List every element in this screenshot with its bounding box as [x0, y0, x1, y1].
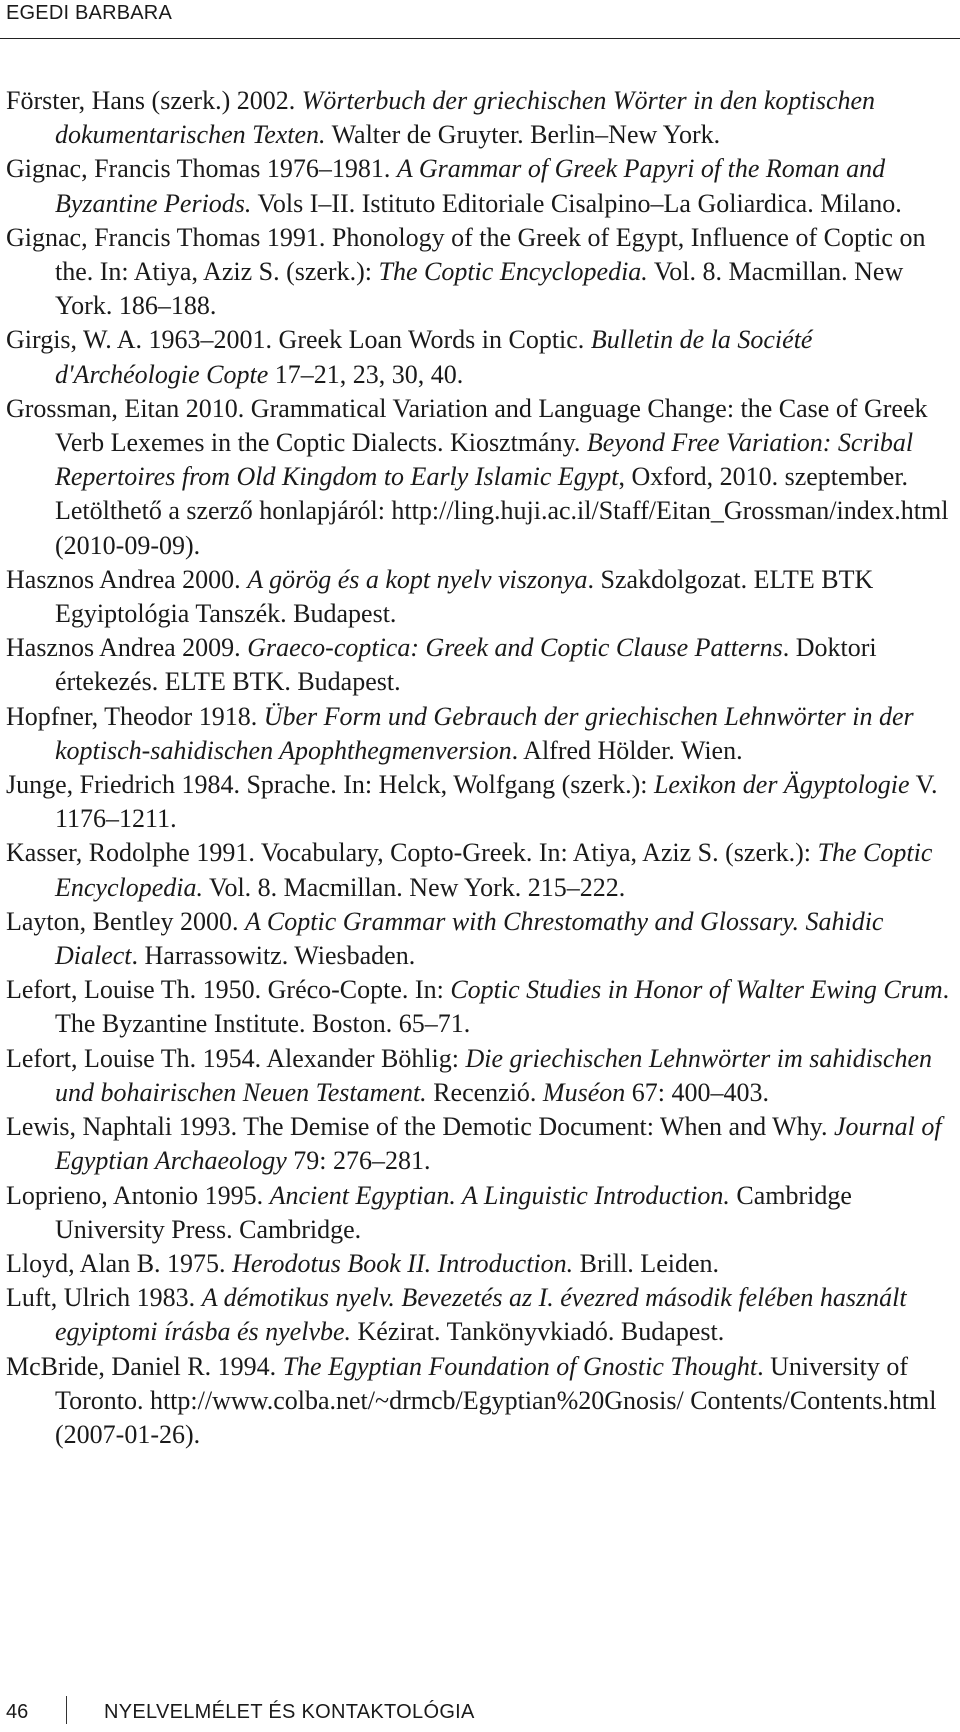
page-footer [0, 1696, 960, 1726]
reference-text: Hopfner, Theodor 1918. [6, 701, 264, 731]
reference-entry [6, 836, 956, 904]
reference-text: . Doktori értekezés. ELTE BTK. Budapest. [55, 633, 877, 697]
reference-text: Gignac, Francis Thomas 1976–1981. [6, 154, 397, 184]
reference-title-italic: A Grammar of Greek Papyri of the Roman and Byzantine Periods. [55, 154, 886, 218]
reference-text: Lloyd, Alan B. 1975. [6, 1248, 233, 1278]
reference-entry [6, 392, 956, 563]
reference-title-italic: Lexikon der Ägyptologie [653, 770, 910, 800]
reference-entry [6, 152, 956, 220]
reference-text: Kasser, Rodolphe 1991. Vocabulary, Copto-Greek. In: Atiya, Aziz S. (szerk.): [6, 838, 818, 868]
reference-title-italic: A görög és a kopt nyelv viszonya [247, 564, 588, 594]
running-head: EGEDI BARBARA [6, 2, 172, 24]
footer-separator [66, 1696, 67, 1724]
reference-title-italic: Muséon [542, 1077, 626, 1107]
reference-entry [6, 84, 956, 152]
reference-text: . The Byzantine Institute. Boston. 65–71. [55, 975, 950, 1039]
reference-title-italic: Beyond Free Variation: Scribal Repertoires from Old Kingdom to Early Islamic Egypt [55, 428, 914, 492]
reference-text: . Szakdolgozat. ELTE BTK Egyiptológia Tanszék. Budapest. [55, 564, 874, 629]
reference-title-italic: A Coptic Grammar with Chrestomathy and Glossary. Sahidic Dialect [55, 906, 884, 971]
reference-title-italic: A démotikus nyelv. Bevezetés az I. évezred második felében használt egyiptomi írásba és nyelvbe. [55, 1283, 907, 1347]
reference-title-italic: The Coptic Encyclopedia. [378, 257, 648, 287]
reference-text: Cambridge University Press. Cambridge. [55, 1180, 852, 1244]
reference-entry [6, 1179, 956, 1247]
reference-entry [6, 1247, 956, 1281]
reference-entry [6, 1042, 956, 1110]
reference-text: . University of Toronto. http://www.colba.net/~drmcb/Egyptian%20Gnosis/ Contents/Contents.html (2007-01-26). [55, 1351, 937, 1449]
reference-text: Vol. 8. Macmillan. New York. 186–188. [55, 257, 904, 321]
reference-entry [6, 700, 956, 768]
reference-title-italic: The Egyptian Foundation of Gnostic Thought [282, 1351, 758, 1381]
reference-text: McBride, Daniel R. 1994. [6, 1351, 283, 1381]
reference-entry [6, 221, 956, 324]
reference-text: Junge, Friedrich 1984. Sprache. In: Helck, Wolfgang (szerk.): [6, 770, 654, 800]
reference-entry [6, 1350, 956, 1453]
reference-text: Lewis, Naphtali 1993. The Demise of the Demotic Document: When and Why. [6, 1112, 834, 1142]
reference-text: 79: 276–281. [286, 1146, 431, 1176]
footer-running-title: NYELVELMÉLET ÉS KONTAKTOLÓGIA [104, 1701, 475, 1723]
reference-text: Grossman, Eitan 2010. Grammatical Variation and Language Change: the Case of Greek Verb Lexemes in the Coptic Dialects. Kiosztmány. [6, 393, 928, 458]
reference-text: Förster, Hans (szerk.) 2002. [6, 86, 302, 115]
reference-text: , Oxford, 2010. szeptember. Letölthető a szerző honlapjáról: http://ling.huji.ac.il/Staff/Eitan_Grossman/index.html (2010-09-09). [55, 462, 949, 560]
reference-text: 67: 400–403. [625, 1077, 769, 1107]
reference-text: Layton, Bentley 2000. [6, 906, 246, 936]
reference-title-italic: Ancient Egyptian. A Linguistic Introduction. [269, 1180, 730, 1210]
reference-title-italic: Bulletin de la Société d'Archéologie Copte [55, 325, 813, 389]
reference-title-italic: Coptic Studies in Honor of Walter Ewing Crum [450, 975, 943, 1005]
reference-text: . Harrassowitz. Wiesbaden. [131, 941, 416, 971]
reference-text: Girgis, W. A. 1963–2001. Greek Loan Words in Coptic. [6, 325, 591, 355]
reference-title-italic: Graeco-coptica: Greek and Coptic Clause Patterns [247, 633, 783, 663]
reference-text: Hasznos Andrea 2009. [6, 633, 248, 663]
reference-text: . Alfred Hölder. Wien. [511, 735, 743, 765]
reference-entry [6, 973, 956, 1041]
reference-text: Vols I–II. Istituto Editoriale Cisalpino–La Goliardica. Milano. [251, 188, 902, 218]
reference-entry [6, 563, 956, 631]
reference-title-italic: Journal of Egyptian Archaeology [55, 1112, 942, 1176]
reference-entry [6, 1110, 956, 1178]
reference-title-italic: Wörterbuch der griechischen Wörter in den koptischen dokumentarischen Texten. [55, 86, 876, 150]
reference-text: Walter de Gruyter. Berlin–New York. [325, 120, 721, 150]
reference-entry [6, 768, 956, 836]
page-number: 46 [6, 1701, 29, 1723]
reference-text: Luft, Ulrich 1983. [6, 1283, 202, 1313]
reference-entry [6, 905, 956, 973]
reference-title-italic: The Coptic Encyclopedia. [55, 838, 933, 902]
reference-list [6, 84, 956, 1452]
reference-text: Recenzió. [426, 1077, 543, 1107]
reference-entry [6, 323, 956, 391]
reference-text: Loprieno, Antonio 1995. [6, 1180, 270, 1210]
reference-text: Lefort, Louise Th. 1954. Alexander Böhlig: [6, 1043, 466, 1073]
reference-title-italic: Herodotus Book II. Introduction. [232, 1248, 574, 1278]
reference-text: Brill. Leiden. [573, 1248, 719, 1278]
reference-entry [6, 631, 956, 699]
header-rule [0, 38, 960, 39]
reference-text: Hasznos Andrea 2000. [6, 564, 248, 594]
reference-text: Gignac, Francis Thomas 1991. Phonology of the Greek of Egypt, Influence of Coptic on the. In: Atiya, Aziz S. (szerk.): [6, 222, 926, 287]
reference-text: Lefort, Louise Th. 1950. Gréco-Copte. In: [6, 975, 451, 1005]
reference-title-italic: Die griechischen Lehnwörter im sahidischen und bohairischen Neuen Testament. [55, 1043, 932, 1107]
reference-entry [6, 1281, 956, 1349]
reference-text: 17–21, 23, 30, 40. [268, 359, 464, 389]
reference-text: Kézirat. Tankönyvkiadó. Budapest. [351, 1317, 725, 1347]
reference-text: Vol. 8. Macmillan. New York. 215–222. [203, 872, 626, 902]
reference-text: V. 1176–1211. [55, 770, 938, 834]
reference-title-italic: Über Form und Gebrauch der griechischen Lehnwörter in der koptisch-sahidischen Apophthegmenversion [55, 701, 914, 765]
